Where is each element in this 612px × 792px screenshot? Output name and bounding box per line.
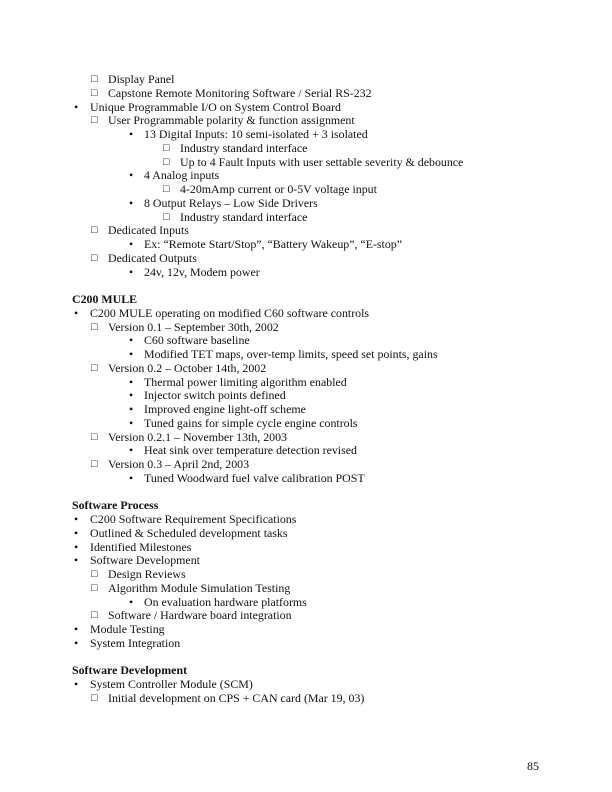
square-bullet-icon: □ xyxy=(163,183,170,195)
bullet-icon: • xyxy=(129,347,134,361)
heading-text: Software Development xyxy=(72,663,188,678)
list-item xyxy=(0,183,612,197)
bullet-icon: • xyxy=(129,415,134,430)
item-text: Design Reviews xyxy=(108,567,186,581)
list-item xyxy=(0,266,612,280)
bullet-icon: • xyxy=(74,635,79,650)
item-text: Dedicated Outputs xyxy=(108,250,197,265)
bullet-icon: • xyxy=(129,195,134,210)
item-text: Dedicated Inputs xyxy=(108,223,189,238)
list-item xyxy=(0,568,612,582)
item-text: Thermal power limiting algorithm enabled xyxy=(144,374,347,389)
item-text: C60 software baseline xyxy=(144,333,250,348)
item-text: Software / Hardware board integration xyxy=(108,608,292,623)
list-item xyxy=(0,541,612,555)
bullet-icon: • xyxy=(74,525,79,540)
item-text: Up to 4 Fault Inputs with user settable severity & debounce xyxy=(180,154,464,169)
list-item xyxy=(0,678,612,692)
bullet-icon: • xyxy=(129,374,134,389)
list-item xyxy=(0,114,612,128)
list-item xyxy=(0,458,612,472)
list-item xyxy=(0,513,612,527)
item-text: Injector switch points defined xyxy=(144,388,286,403)
item-text: C200 MULE operating on modified C60 software controls xyxy=(90,305,370,320)
list-item xyxy=(0,334,612,348)
item-text: 8 Output Relays – Low Side Drivers xyxy=(144,195,318,210)
item-text: C200 Software Requirement Specifications xyxy=(90,512,297,526)
list-item xyxy=(0,692,612,706)
item-text: System Integration xyxy=(90,635,181,650)
item-text: 13 Digital Inputs: 10 semi-isolated + 3 isolated xyxy=(144,127,368,141)
list-item xyxy=(0,238,612,252)
bullet-icon: • xyxy=(74,305,79,320)
item-text: Software Development xyxy=(90,553,200,568)
item-text: Unique Programmable I/O on System Control Board xyxy=(90,99,341,114)
bullet-icon: • xyxy=(74,539,79,554)
section-heading xyxy=(0,499,612,513)
list-item xyxy=(0,389,612,403)
square-bullet-icon: □ xyxy=(91,430,98,443)
item-text: Outlined & Scheduled development tasks xyxy=(90,525,288,540)
item-text: Ex: “Remote Start/Stop”, “Battery Wakeup”, “E-stop” xyxy=(144,237,403,251)
item-text: Version 0.2.1 – November 13th, 2003 xyxy=(108,429,287,444)
bullet-icon: • xyxy=(74,677,79,691)
list-item xyxy=(0,197,612,211)
list-item xyxy=(0,637,612,651)
bullet-icon: • xyxy=(74,99,79,114)
square-bullet-icon: □ xyxy=(91,361,98,374)
bullet-icon: • xyxy=(129,127,134,141)
bullet-icon: • xyxy=(129,402,134,416)
square-bullet-icon: □ xyxy=(91,458,98,470)
list-item xyxy=(0,73,612,87)
item-text: On evaluation hardware platforms xyxy=(144,594,307,609)
bullet-icon: • xyxy=(129,168,134,183)
item-text: Identified Milestones xyxy=(90,539,192,554)
square-bullet-icon: □ xyxy=(163,141,170,154)
spacer xyxy=(0,651,612,665)
square-bullet-icon: □ xyxy=(91,691,98,704)
list-item xyxy=(0,609,612,623)
item-text: Improved engine light-off scheme xyxy=(144,402,306,416)
bullet-icon: • xyxy=(129,594,134,609)
item-text: Industry standard interface xyxy=(180,209,308,224)
document-body xyxy=(0,73,612,706)
square-bullet-icon: □ xyxy=(91,581,98,594)
item-text: Heat sink over temperature detection revised xyxy=(144,443,357,458)
item-text: Initial development on CPS + CAN card (Mar 19, 03) xyxy=(108,690,365,705)
bullet-icon: • xyxy=(129,333,134,348)
item-text: Industry standard interface xyxy=(180,140,308,155)
list-item xyxy=(0,87,612,101)
list-item xyxy=(0,307,612,321)
square-bullet-icon: □ xyxy=(91,224,98,237)
section-heading xyxy=(0,664,612,678)
bullet-icon: • xyxy=(129,264,134,279)
list-item xyxy=(0,252,612,266)
list-item xyxy=(0,582,612,596)
square-bullet-icon: □ xyxy=(91,251,98,264)
item-text: Version 0.3 – April 2nd, 2003 xyxy=(108,457,250,471)
item-text: 24v, 12v, Modem power xyxy=(144,264,260,279)
item-text: Algorithm Module Simulation Testing xyxy=(108,580,291,595)
list-item xyxy=(0,554,612,568)
bullet-icon: • xyxy=(129,237,134,251)
list-item xyxy=(0,211,612,225)
spacer xyxy=(0,486,612,500)
square-bullet-icon: □ xyxy=(91,320,98,333)
square-bullet-icon: □ xyxy=(91,114,98,127)
list-item xyxy=(0,472,612,486)
list-item xyxy=(0,156,612,170)
square-bullet-icon: □ xyxy=(163,210,170,223)
item-text: Display Panel xyxy=(108,72,175,86)
list-item xyxy=(0,444,612,458)
list-item xyxy=(0,128,612,142)
list-item xyxy=(0,417,612,431)
page-number: 85 xyxy=(527,759,539,773)
bullet-icon: • xyxy=(74,512,79,526)
bullet-icon: • xyxy=(74,622,79,636)
list-item xyxy=(0,362,612,376)
item-text: Version 0.2 – October 14th, 2002 xyxy=(108,360,267,375)
list-item xyxy=(0,142,612,156)
item-text: User Programmable polarity & function assignment xyxy=(108,113,355,128)
square-bullet-icon: □ xyxy=(91,609,98,622)
square-bullet-icon: □ xyxy=(91,86,98,99)
item-text: Version 0.1 – September 30th, 2002 xyxy=(108,319,279,334)
bullet-icon: • xyxy=(129,388,134,403)
bullet-icon: • xyxy=(129,443,134,458)
item-text: Module Testing xyxy=(90,622,165,636)
item-text: Capstone Remote Monitoring Software / Serial RS-232 xyxy=(108,85,372,100)
list-item xyxy=(0,527,612,541)
item-text: Tuned gains for simple cycle engine controls xyxy=(144,415,358,430)
list-item xyxy=(0,596,612,610)
item-text: 4 Analog inputs xyxy=(144,168,220,183)
list-item xyxy=(0,376,612,390)
item-text: Tuned Woodward fuel valve calibration POST xyxy=(144,470,365,485)
section-heading xyxy=(0,293,612,307)
list-item xyxy=(0,403,612,417)
square-bullet-icon: □ xyxy=(91,73,98,85)
heading-text: C200 MULE xyxy=(72,292,138,306)
list-item xyxy=(0,224,612,238)
list-item xyxy=(0,623,612,637)
list-item xyxy=(0,169,612,183)
item-text: System Controller Module (SCM) xyxy=(90,677,253,691)
bullet-icon: • xyxy=(74,553,79,568)
item-text: Modified TET maps, over-temp limits, speed set points, gains xyxy=(144,347,438,361)
square-bullet-icon: □ xyxy=(91,568,98,580)
square-bullet-icon: □ xyxy=(163,155,170,168)
list-item xyxy=(0,321,612,335)
list-item xyxy=(0,431,612,445)
list-item xyxy=(0,101,612,115)
heading-text: Software Process xyxy=(72,498,159,513)
spacer xyxy=(0,279,612,293)
list-item xyxy=(0,348,612,362)
item-text: 4-20mAmp current or 0-5V voltage input xyxy=(180,182,377,196)
bullet-icon: • xyxy=(129,470,134,485)
